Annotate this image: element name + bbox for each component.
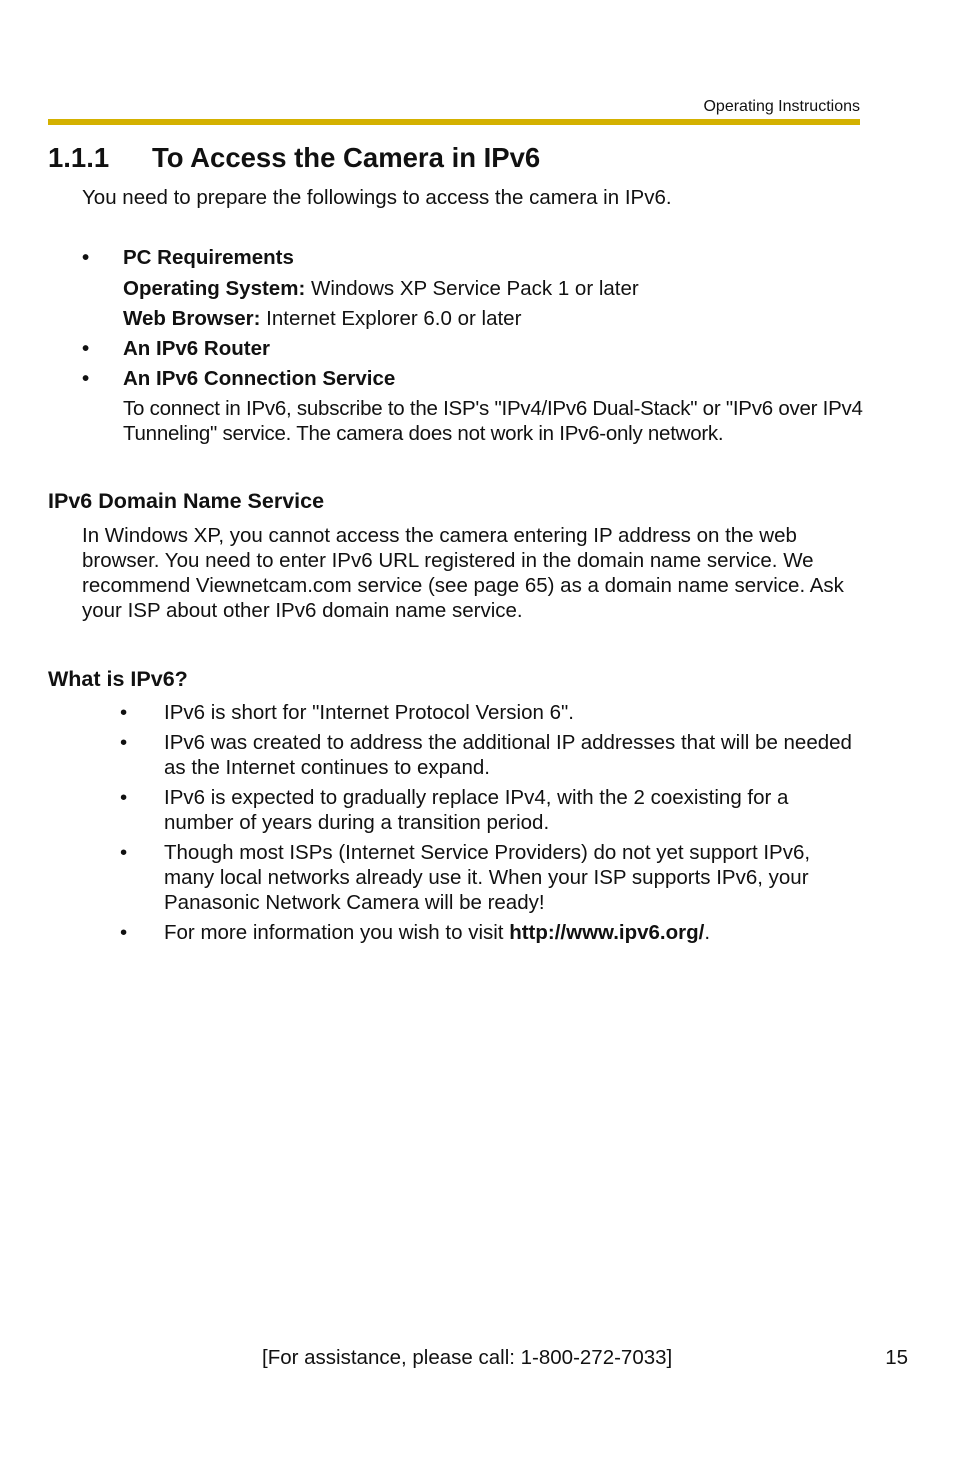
list-item (120, 700, 860, 725)
list-item (120, 920, 860, 945)
browser-requirement (123, 306, 521, 331)
header-rule (48, 119, 860, 125)
pc-requirements-label: PC Requirements (123, 246, 294, 269)
dns-heading: IPv6 Domain Name Service (48, 489, 325, 513)
list-item-text: For more information you wish to visit (164, 921, 510, 944)
intro-paragraph: You need to prepare the followings to access the camera in IPv6. (82, 186, 672, 209)
bullet: • (120, 731, 128, 754)
browser-label: Web Browser: (123, 307, 261, 330)
bullet: • (82, 337, 90, 360)
list-item-text: IPv6 was created to address the additional IP addresses that will be needed as the Internet continues to expand. (164, 731, 852, 779)
list-item-connection-service (82, 366, 395, 391)
list-item-text: IPv6 is short for "Internet Protocol Version 6". (164, 701, 574, 724)
bullet: • (82, 367, 90, 390)
running-header: Operating Instructions (703, 98, 860, 115)
dns-paragraph: In Windows XP, you cannot access the camera entering IP address on the web browser. You need to enter IPv6 URL registered in the domain name service. We recommend Viewnetcam.com service (see page 65) as a domain name service. Ask your ISP about other IPv6 domain name service. (82, 524, 844, 622)
list-item-text: Though most ISPs (Internet Service Providers) do not yet support IPv6, many local networks already use it. When your ISP supports IPv6, your Panasonic Network Camera will be ready! (164, 841, 811, 914)
bullet: • (120, 841, 128, 864)
ipv6-org-link[interactable]: http://www.ipv6.org/ (509, 921, 705, 944)
list-item (120, 730, 860, 780)
service-description: To connect in IPv6, subscribe to the ISP's "IPv4/IPv6 Dual-Stack" or "IPv6 over IPv4 Tunneling" service. The camera does not work in IPv6-only network. (123, 397, 863, 445)
list-item-text: IPv6 is expected to gradually replace IPv4, with the 2 coexisting for a number of years during a transition period. (164, 786, 789, 834)
list-item (120, 785, 860, 835)
bullet: • (120, 786, 128, 809)
os-label: Operating System: (123, 277, 306, 300)
browser-value: Internet Explorer 6.0 or later (260, 307, 522, 330)
router-label: An IPv6 Router (123, 337, 270, 360)
page-title (48, 142, 540, 174)
list-item-pc-requirements (82, 245, 294, 270)
page-number: 15 (885, 1346, 908, 1369)
what-is-ipv6-heading: What is IPv6? (48, 667, 188, 691)
bullet: • (120, 701, 128, 724)
what-is-ipv6-list (120, 700, 860, 950)
section-number: 1.1.1 (48, 142, 110, 173)
list-item-suffix: . (704, 921, 711, 944)
bullet: • (120, 921, 128, 944)
list-item (120, 840, 860, 915)
list-item-ipv6-router (82, 336, 270, 361)
os-value: Windows XP Service Pack 1 or later (305, 277, 639, 300)
assistance-footer: [For assistance, please call: 1-800-272-7033] (262, 1346, 673, 1369)
bullet: • (82, 246, 90, 269)
os-requirement (123, 276, 639, 301)
section-title-text: To Access the Camera in IPv6 (152, 142, 541, 173)
service-label: An IPv6 Connection Service (123, 367, 396, 390)
